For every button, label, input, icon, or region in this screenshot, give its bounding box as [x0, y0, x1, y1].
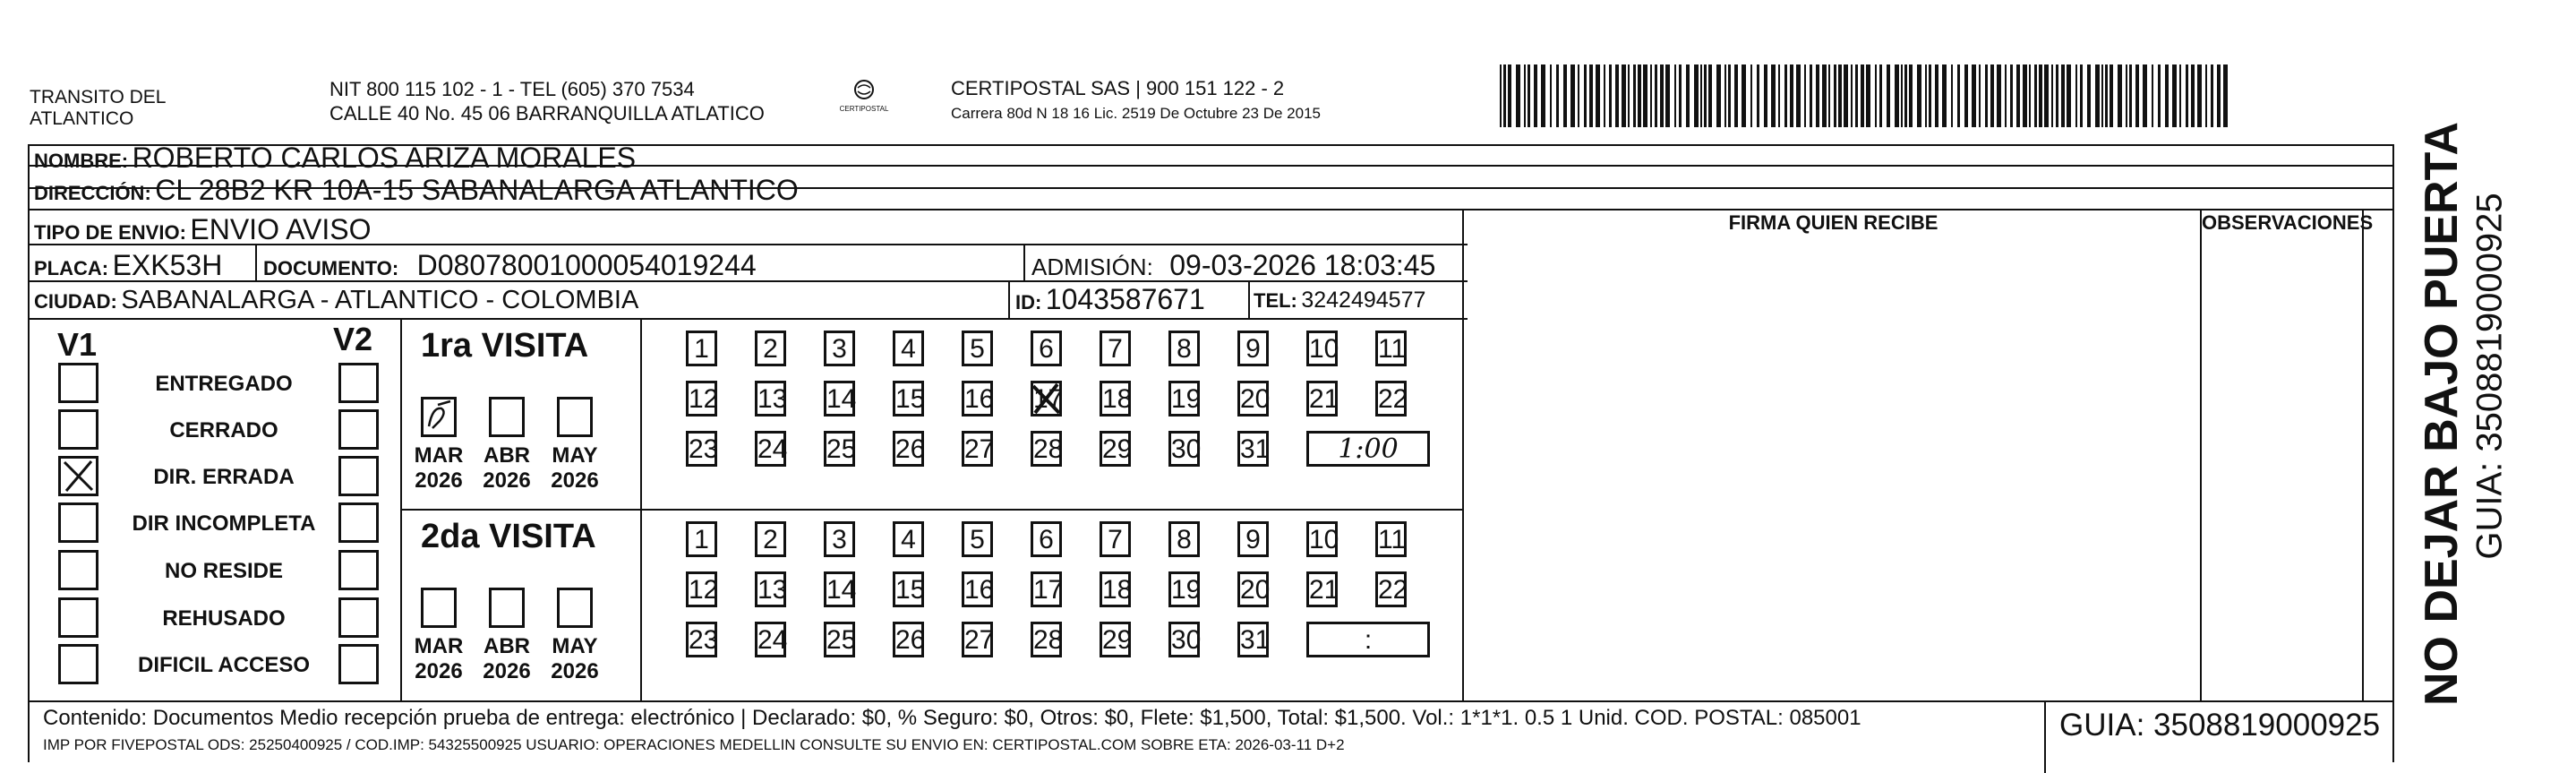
tipo-value: ENVIO AVISO — [190, 213, 372, 245]
day-box[interactable] — [1306, 521, 1338, 557]
day-number: 24 — [757, 434, 788, 464]
admision-label: ADMISIÓN: — [1031, 253, 1153, 280]
admision-row — [1031, 249, 1435, 282]
day-box[interactable] — [962, 521, 993, 557]
v1-checkbox[interactable] — [58, 456, 98, 496]
result-label: NO RESIDE — [164, 559, 284, 583]
day-number: 14 — [826, 575, 857, 605]
day-number: 7 — [1108, 525, 1123, 554]
day-box[interactable] — [1168, 331, 1200, 366]
day-box[interactable] — [1031, 571, 1062, 607]
tipo-label: TIPO DE ENVIO: — [34, 221, 186, 244]
v2-checkbox[interactable] — [338, 502, 379, 543]
col-divider — [2044, 700, 2046, 773]
day-number: 24 — [757, 625, 788, 655]
month-name: MAY — [552, 443, 598, 468]
form-frame — [28, 144, 2394, 762]
month-label — [403, 443, 475, 494]
col-divider — [1023, 244, 1025, 280]
sender-nit: NIT 800 115 102 - 1 - TEL (605) 370 7534 — [329, 78, 695, 100]
day-number: 17 — [1033, 575, 1064, 605]
visit-title: 2da VISITA — [421, 518, 596, 555]
row-divider — [28, 700, 2394, 702]
v2-checkbox[interactable] — [338, 597, 379, 638]
day-box[interactable] — [1237, 381, 1269, 417]
day-number: 22 — [1378, 575, 1408, 605]
id-value: 1043587671 — [1045, 283, 1205, 315]
documento-row — [263, 249, 757, 282]
day-number: 19 — [1171, 575, 1202, 605]
day-box[interactable] — [1031, 521, 1062, 557]
direccion-label: DIRECCIÓN: — [34, 182, 151, 204]
day-box[interactable] — [1100, 521, 1131, 557]
day-number: 10 — [1309, 525, 1339, 554]
day-box[interactable] — [824, 571, 855, 607]
day-box[interactable] — [1306, 331, 1338, 366]
day-number: 3 — [832, 525, 847, 554]
day-box[interactable] — [824, 331, 855, 366]
v1-header: V1 — [57, 326, 98, 363]
col-divider — [1008, 280, 1010, 318]
col-divider — [2362, 209, 2364, 700]
month-year: 2026 — [483, 659, 531, 683]
company-license: Carrera 80d N 18 16 Lic. 2519 De Octubre 23 De 2015 — [951, 105, 1321, 122]
time-box[interactable]: 1:00 — [1306, 431, 1430, 467]
day-number: 30 — [1171, 434, 1202, 464]
sender-org-line2: ATLANTICO — [30, 108, 134, 129]
col-divider — [255, 244, 257, 280]
day-box[interactable] — [755, 622, 786, 657]
month-year: 2026 — [551, 659, 599, 683]
day-box[interactable] — [686, 331, 717, 366]
day-number: 13 — [757, 384, 788, 414]
month-year: 2026 — [415, 468, 463, 493]
day-number: 23 — [689, 434, 719, 464]
day-number: 8 — [1177, 525, 1192, 554]
documento-label: DOCUMENTO: — [263, 257, 399, 279]
day-number: 4 — [901, 334, 916, 364]
tel-label: TEL: — [1254, 289, 1297, 312]
result-label: DIR. ERRADA — [153, 465, 295, 489]
admision-value: 09-03-2026 18:03:45 — [1169, 249, 1436, 281]
day-box[interactable] — [1375, 331, 1407, 366]
day-number: 12 — [689, 384, 719, 414]
tel-row — [1254, 288, 1425, 313]
row-divider — [28, 209, 2394, 210]
id-label: ID: — [1015, 291, 1042, 313]
day-number: 11 — [1378, 334, 1407, 364]
day-box[interactable] — [1100, 571, 1131, 607]
day-number: 5 — [970, 334, 985, 364]
day-number: 17 — [1033, 384, 1064, 414]
day-box[interactable] — [962, 431, 993, 467]
day-box[interactable] — [1100, 331, 1131, 366]
nombre-label: NOMBRE: — [34, 150, 129, 172]
day-box[interactable] — [962, 381, 993, 417]
month-label — [403, 634, 475, 684]
day-box[interactable] — [1375, 381, 1407, 417]
day-number: 2 — [763, 334, 778, 364]
barcode-image — [1500, 64, 2229, 127]
sender-address: CALLE 40 No. 45 06 BARRANQUILLA ATLATICO — [329, 102, 765, 125]
day-box[interactable] — [1100, 622, 1131, 657]
day-box[interactable] — [1168, 381, 1200, 417]
tipo-row — [34, 213, 372, 246]
day-box[interactable] — [1031, 331, 1062, 366]
v1-checkbox[interactable] — [58, 550, 98, 590]
day-box[interactable] — [1168, 571, 1200, 607]
day-number: 6 — [1039, 334, 1054, 364]
day-number: 6 — [1039, 525, 1054, 554]
day-number: 14 — [826, 384, 857, 414]
day-number: 8 — [1177, 334, 1192, 364]
v2-checkbox[interactable] — [338, 363, 379, 403]
v2-checkbox[interactable] — [338, 456, 379, 496]
nombre-row — [34, 142, 636, 175]
day-number: 27 — [964, 625, 995, 655]
month-checkbox[interactable] — [489, 588, 525, 628]
day-box[interactable] — [893, 571, 924, 607]
day-number: 15 — [895, 384, 926, 414]
day-box[interactable] — [686, 571, 717, 607]
v1-checkbox[interactable] — [58, 597, 98, 638]
day-number: 16 — [964, 575, 995, 605]
day-number: 1 — [694, 525, 709, 554]
logo-text: CERTIPOSTAL — [839, 105, 889, 113]
day-number: 20 — [1240, 384, 1271, 414]
firma-label: FIRMA QUIEN RECIBE — [1728, 211, 1938, 234]
month-name: MAR — [414, 443, 464, 468]
month-name: MAY — [552, 634, 598, 658]
day-number: 12 — [689, 575, 719, 605]
day-box[interactable] — [1375, 571, 1407, 607]
result-label: ENTREGADO — [155, 372, 293, 396]
day-box[interactable] — [1237, 571, 1269, 607]
day-box[interactable] — [1168, 521, 1200, 557]
row-divider — [400, 509, 1462, 511]
month-checkbox[interactable] — [557, 397, 593, 437]
v2-checkbox[interactable] — [338, 409, 379, 450]
direccion-row — [34, 174, 799, 207]
result-label: DIR INCOMPLETA — [132, 511, 316, 536]
day-box[interactable] — [686, 431, 717, 467]
day-number: 20 — [1240, 575, 1271, 605]
ciudad-label: CIUDAD: — [34, 290, 117, 313]
month-label — [539, 443, 611, 494]
company-name: CERTIPOSTAL SAS | 900 151 122 - 2 — [951, 77, 1285, 99]
day-number: 29 — [1102, 434, 1133, 464]
day-box[interactable] — [1306, 381, 1338, 417]
day-number: 4 — [901, 525, 916, 554]
day-number: 27 — [964, 434, 995, 464]
day-number: 18 — [1102, 384, 1133, 414]
month-checkbox[interactable] — [421, 588, 457, 628]
day-number: 16 — [964, 384, 995, 414]
day-box[interactable] — [824, 521, 855, 557]
check-mark-icon — [61, 459, 96, 494]
month-checkbox[interactable] — [421, 397, 457, 437]
day-box[interactable] — [893, 622, 924, 657]
day-box[interactable] — [755, 431, 786, 467]
day-box[interactable] — [1306, 571, 1338, 607]
day-number: 25 — [826, 625, 857, 655]
day-box[interactable] — [962, 622, 993, 657]
row-divider — [28, 318, 1468, 320]
day-number: 19 — [1171, 384, 1202, 414]
day-box[interactable] — [962, 571, 993, 607]
month-checkbox[interactable] — [489, 397, 525, 437]
day-box[interactable] — [1100, 431, 1131, 467]
visit-title: 1ra VISITA — [421, 327, 589, 365]
day-box[interactable] — [755, 521, 786, 557]
day-number: 31 — [1240, 434, 1271, 464]
day-number: 30 — [1171, 625, 1202, 655]
day-number: 2 — [763, 525, 778, 554]
day-box[interactable] — [1237, 431, 1269, 467]
day-box[interactable] — [1031, 431, 1062, 467]
day-box[interactable] — [755, 381, 786, 417]
day-box[interactable] — [1168, 431, 1200, 467]
day-number: 26 — [895, 434, 926, 464]
day-box[interactable] — [686, 521, 717, 557]
result-label: REHUSADO — [162, 606, 286, 631]
day-number: 7 — [1108, 334, 1123, 364]
placa-label: PLACA: — [34, 257, 109, 279]
direccion-value: CL 28B2 KR 10A-15 SABANALARGA ATLANTICO — [155, 174, 799, 206]
day-number: 9 — [1245, 525, 1261, 554]
month-year: 2026 — [483, 468, 531, 493]
day-box[interactable] — [893, 431, 924, 467]
nombre-value: ROBERTO CARLOS ARIZA MORALES — [132, 142, 637, 174]
day-number: 3 — [832, 334, 847, 364]
side-title: NO DEJAR BAJO PUERTA — [2416, 121, 2468, 707]
tel-value: 3242494577 — [1301, 288, 1426, 313]
v2-checkbox[interactable] — [338, 644, 379, 684]
sender-org-line1: TRANSITO DEL — [30, 87, 167, 107]
col-divider — [1248, 280, 1250, 318]
day-number: 13 — [757, 575, 788, 605]
v1-checkbox[interactable] — [58, 644, 98, 684]
day-number: 22 — [1378, 384, 1408, 414]
day-number: 10 — [1309, 334, 1339, 364]
day-number: 5 — [970, 525, 985, 554]
result-label: DIFICIL ACCESO — [137, 653, 310, 677]
day-number: 21 — [1309, 575, 1339, 605]
day-box[interactable] — [1237, 331, 1269, 366]
time-box[interactable]: : — [1306, 622, 1430, 657]
day-number: 1 — [694, 334, 709, 364]
day-box[interactable] — [824, 381, 855, 417]
month-year: 2026 — [551, 468, 599, 493]
day-box[interactable] — [1031, 622, 1062, 657]
day-number: 18 — [1102, 575, 1133, 605]
month-label — [539, 634, 611, 684]
day-box[interactable] — [962, 331, 993, 366]
day-box[interactable] — [824, 622, 855, 657]
month-checkbox[interactable] — [557, 588, 593, 628]
day-box[interactable] — [893, 331, 924, 366]
sender-org — [30, 87, 166, 130]
footer-imp: IMP POR FIVEPOSTAL ODS: 25250400925 / COD.IMP: 54325500925 USUARIO: OPERACIONES MEDELLIN CONSULTE SU ENVIO EN: CERTIPOSTAL.COM SOBRE ETA: 2026-03-11 D+2 — [43, 736, 1345, 753]
month-name: ABR — [484, 443, 530, 468]
day-box[interactable] — [1375, 521, 1407, 557]
month-label — [471, 443, 543, 494]
day-box[interactable] — [1031, 381, 1062, 417]
day-box[interactable] — [1237, 622, 1269, 657]
logo-mark-icon — [851, 79, 877, 100]
footer-guia: GUIA: 3508819000925 — [2059, 708, 2381, 743]
day-number: 23 — [689, 625, 719, 655]
day-number: 11 — [1378, 525, 1407, 554]
certipostal-logo — [837, 79, 891, 128]
day-number: 15 — [895, 575, 926, 605]
documento-value: D08078001000054019244 — [416, 249, 757, 281]
day-box[interactable] — [1237, 521, 1269, 557]
day-number: 28 — [1033, 434, 1064, 464]
day-number: 9 — [1245, 334, 1261, 364]
ciudad-value: SABANALARGA - ATLANTICO - COLOMBIA — [121, 286, 639, 314]
day-box[interactable] — [893, 381, 924, 417]
day-box[interactable] — [893, 521, 924, 557]
day-box[interactable] — [755, 331, 786, 366]
v1-checkbox[interactable] — [58, 363, 98, 403]
day-number: 28 — [1033, 625, 1064, 655]
col-divider — [1462, 209, 1464, 700]
day-number: 29 — [1102, 625, 1133, 655]
check-mark-icon — [424, 399, 454, 434]
v2-checkbox[interactable] — [338, 550, 379, 590]
v1-checkbox[interactable] — [58, 502, 98, 543]
day-box[interactable] — [824, 431, 855, 467]
observaciones-label: OBSERVACIONES — [2202, 211, 2374, 234]
month-name: ABR — [484, 634, 530, 658]
day-box[interactable] — [755, 571, 786, 607]
ciudad-row — [34, 286, 638, 315]
day-number: 26 — [895, 625, 926, 655]
v1-checkbox[interactable] — [58, 409, 98, 450]
month-name: MAR — [414, 634, 464, 658]
day-number: 31 — [1240, 625, 1271, 655]
v2-header: V2 — [333, 321, 373, 357]
id-row — [1015, 283, 1205, 316]
side-guia: GUIA: 3508819000925 — [2469, 193, 2510, 560]
day-box[interactable] — [686, 381, 717, 417]
footer-contenido: Contenido: Documentos Medio recepción prueba de entrega: electrónico | Declarado: $0, % Seguro: $0, Otros: $0, Flete: $1,500, Total: $1,500. Vol.: 1*1*1. 0.5 1 Unid. COD. POSTAL: 085001 — [43, 706, 1861, 730]
day-box[interactable] — [686, 622, 717, 657]
day-box[interactable] — [1100, 381, 1131, 417]
month-year: 2026 — [415, 659, 463, 683]
col-divider — [2200, 209, 2202, 700]
day-box[interactable] — [1168, 622, 1200, 657]
day-number: 21 — [1309, 384, 1339, 414]
cross-mark-icon — [1031, 381, 1062, 417]
day-number: 25 — [826, 434, 857, 464]
month-label — [471, 634, 543, 684]
placa-row — [34, 249, 222, 282]
placa-value: EXK53H — [112, 249, 223, 281]
result-label: CERRADO — [169, 418, 278, 442]
